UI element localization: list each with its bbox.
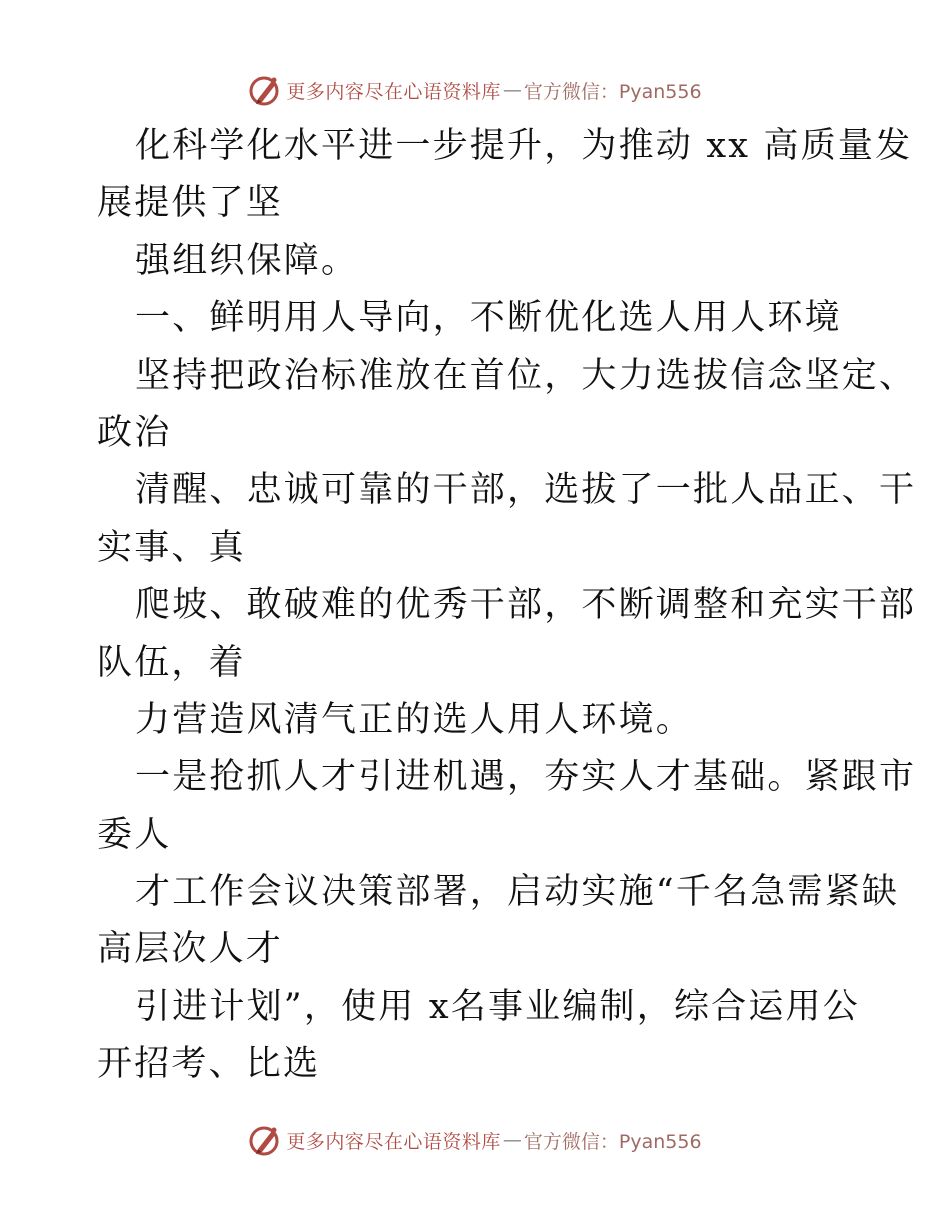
body-line: 强组织保障。: [135, 240, 359, 281]
body-line: 开招考、比选: [97, 1044, 321, 1085]
banner-separator: —: [502, 1129, 522, 1151]
pen-logo-icon: [248, 1123, 282, 1157]
body-line: 引进计划”，使用 x名事业编制，综合运用公: [135, 986, 860, 1027]
section-heading: 一、鲜明用人导向，不断优化选人用人环境: [135, 298, 842, 339]
body-line: 坚持把政治标准放在首位，大力选拔信念坚定、: [135, 355, 917, 396]
banner-wechat: 官方微信：Pyan556: [523, 1130, 702, 1153]
body-line: 爬坡、敢破难的优秀干部，不断调整和充实干部: [135, 585, 917, 626]
body-line: 清醒、忠诚可靠的干部，选拔了一批人品正、干: [135, 470, 917, 511]
banner-wechat: 官方微信：Pyan556: [523, 80, 702, 103]
banner-text: 更多内容尽在心语资料库: [286, 1130, 501, 1153]
document-body: [97, 118, 917, 1094]
body-line: 力营造风清气正的选人用人环境。: [135, 699, 694, 740]
pen-logo-icon: [248, 73, 282, 107]
banner-separator: —: [502, 79, 522, 101]
body-line: 实事、真: [97, 527, 246, 568]
footer-banner: [0, 1120, 950, 1160]
header-banner: [0, 70, 950, 110]
body-line: 一是抢抓人才引进机遇，夯实人才基础。紧跟市: [135, 757, 917, 798]
body-line: 化科学化水平进一步提升，为推动 xx 高质量发: [135, 126, 913, 166]
body-line: 才工作会议决策部署，启动实施“千名急需紧缺: [135, 872, 900, 913]
body-line: 委人: [97, 814, 172, 855]
body-line: 政治: [97, 412, 172, 453]
body-line: 队伍，着: [97, 642, 246, 683]
banner-text: 更多内容尽在心语资料库: [286, 80, 501, 103]
body-line: 高层次人才: [97, 929, 284, 970]
body-line: 展提供了坚: [97, 183, 284, 224]
